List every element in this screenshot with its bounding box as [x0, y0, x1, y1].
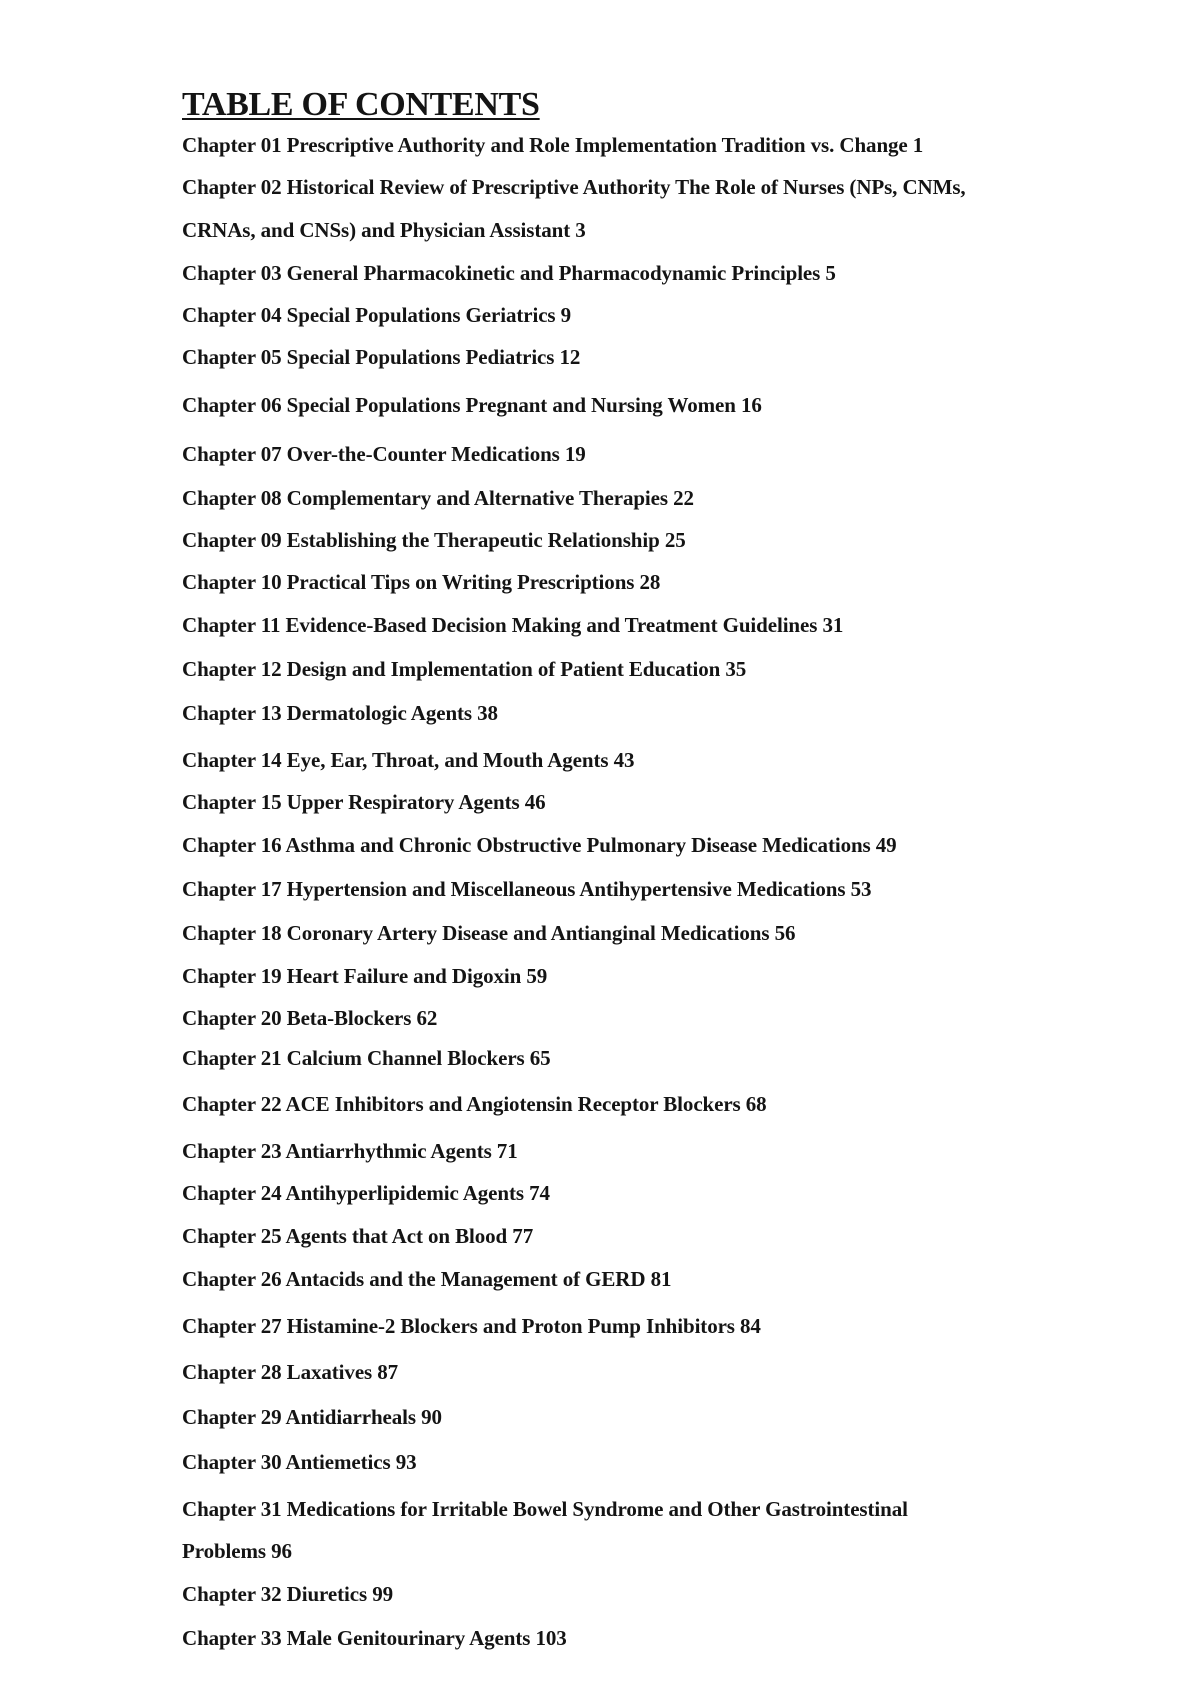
toc-line: Chapter 10 Practical Tips on Writing Prescriptions 28 [182, 570, 661, 594]
toc-line: Chapter 05 Special Populations Pediatrics 12 [182, 345, 581, 369]
toc-line: Chapter 30 Antiemetics 93 [182, 1450, 417, 1474]
toc-line: Chapter 01 Prescriptive Authority and Role Implementation Tradition vs. Change 1 [182, 133, 924, 157]
toc-line: Chapter 16 Asthma and Chronic Obstructive Pulmonary Disease Medications 49 [182, 833, 897, 857]
toc-line: Chapter 24 Antihyperlipidemic Agents 74 [182, 1181, 550, 1205]
toc-line: Chapter 03 General Pharmacokinetic and Pharmacodynamic Principles 5 [182, 261, 836, 285]
toc-line: Chapter 04 Special Populations Geriatrics 9 [182, 303, 572, 327]
toc-line: Chapter 19 Heart Failure and Digoxin 59 [182, 964, 548, 988]
toc-line: Chapter 14 Eye, Ear, Throat, and Mouth Agents 43 [182, 748, 635, 772]
toc-line: CRNAs, and CNSs) and Physician Assistant 3 [182, 218, 586, 242]
toc-line: Problems 96 [182, 1539, 292, 1563]
toc-line: Chapter 23 Antiarrhythmic Agents 71 [182, 1139, 518, 1163]
toc-line: Chapter 09 Establishing the Therapeutic Relationship 25 [182, 528, 686, 552]
toc-line: Chapter 31 Medications for Irritable Bowel Syndrome and Other Gastrointestinal [182, 1497, 908, 1521]
toc-line: Chapter 18 Coronary Artery Disease and Antianginal Medications 56 [182, 921, 796, 945]
toc-line: Chapter 02 Historical Review of Prescriptive Authority The Role of Nurses (NPs, CNMs, [182, 175, 966, 199]
toc-line: Chapter 15 Upper Respiratory Agents 46 [182, 790, 546, 814]
toc-line: Chapter 13 Dermatologic Agents 38 [182, 701, 498, 725]
toc-line: Chapter 26 Antacids and the Management of GERD 81 [182, 1267, 672, 1291]
toc-line: Chapter 22 ACE Inhibitors and Angiotensin Receptor Blockers 68 [182, 1092, 767, 1116]
toc-line: Chapter 32 Diuretics 99 [182, 1582, 393, 1606]
toc-line: Chapter 28 Laxatives 87 [182, 1360, 399, 1384]
toc-line: Chapter 07 Over-the-Counter Medications 19 [182, 442, 586, 466]
toc-line: Chapter 17 Hypertension and Miscellaneous Antihypertensive Medications 53 [182, 877, 872, 901]
toc-line: Chapter 06 Special Populations Pregnant and Nursing Women 16 [182, 393, 762, 417]
toc-line: Chapter 21 Calcium Channel Blockers 65 [182, 1046, 551, 1070]
toc-line: Chapter 27 Histamine-2 Blockers and Proton Pump Inhibitors 84 [182, 1314, 761, 1338]
toc-line: Chapter 29 Antidiarrheals 90 [182, 1405, 442, 1429]
toc-line: Chapter 11 Evidence-Based Decision Making and Treatment Guidelines 31 [182, 613, 844, 637]
toc-line: Chapter 08 Complementary and Alternative Therapies 22 [182, 486, 694, 510]
toc-line: Chapter 20 Beta-Blockers 62 [182, 1006, 438, 1030]
toc-line: Chapter 12 Design and Implementation of Patient Education 35 [182, 657, 747, 681]
toc-line: Chapter 25 Agents that Act on Blood 77 [182, 1224, 534, 1248]
toc-line: Chapter 33 Male Genitourinary Agents 103 [182, 1626, 567, 1650]
page-title: TABLE OF CONTENTS [182, 86, 540, 123]
